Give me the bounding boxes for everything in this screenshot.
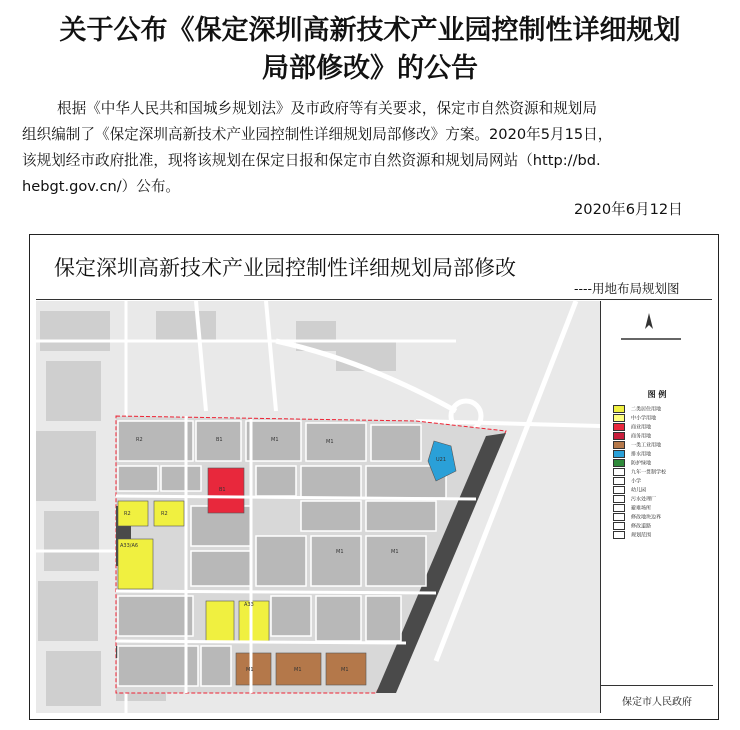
- label-a33: A33: [244, 602, 254, 608]
- notice-date: 2020年6月12日: [574, 201, 683, 218]
- signature-divider: [601, 685, 713, 686]
- label-m1-a: M1: [271, 437, 279, 443]
- title-divider: [36, 299, 712, 300]
- label-r2-b: R2: [124, 511, 131, 517]
- legend-swatch: [613, 468, 625, 476]
- label-b1-b: B1: [219, 487, 226, 493]
- label-m1-e: M1: [246, 667, 254, 673]
- legend-label: 商业用地: [631, 424, 652, 431]
- body-line-2: 组织编制了《保定深圳高新技术产业园控制性详细规划局部修改》方案。2020年5月15日，: [22, 126, 613, 143]
- north-arrow-scale: [601, 301, 713, 381]
- legend-item: [613, 414, 656, 422]
- map-subtitle: ----用地布局规划图: [574, 281, 680, 296]
- legend-label: 小学: [631, 478, 642, 485]
- body-line-1: 根据《中华人民共和国城乡规划法》及市政府等有关要求，保定市自然资源和规划局: [57, 100, 597, 117]
- notice-title: [0, 12, 740, 88]
- legend-item: [613, 423, 651, 431]
- map-svg: [36, 301, 600, 713]
- legend-swatch: [613, 486, 625, 494]
- map-title: 保定深圳高新技术产业园控制性详细规划局部修改: [54, 256, 516, 280]
- body-line-3: 该规划经市政府批准，现将该规划在保定日报和保定市自然资源和规划局网站（http://bd.: [22, 152, 601, 169]
- legend-label: 修改道路: [631, 523, 652, 530]
- legend-swatch: [613, 423, 625, 431]
- legend-item: [613, 441, 661, 449]
- legend-swatch: [613, 432, 625, 440]
- block-commercial: [208, 468, 244, 513]
- legend-swatch: [613, 531, 625, 539]
- legend-item: [613, 531, 651, 539]
- signature: 保定市人民政府: [622, 697, 692, 708]
- legend-swatch: [613, 513, 625, 521]
- legend-item: [613, 477, 641, 485]
- legend-label: 商务用地: [631, 433, 652, 440]
- legend-label: 二类居住用地: [631, 406, 662, 413]
- legend-item: [613, 459, 651, 467]
- label-u21: U21: [436, 457, 447, 463]
- north-arrow-icon: [645, 313, 653, 329]
- legend-label: 避难场所: [631, 505, 652, 512]
- legend-label: 防护绿地: [631, 460, 652, 467]
- legend-item: [613, 495, 656, 503]
- legend-label: 排水用地: [631, 451, 652, 458]
- legend-item: [613, 432, 651, 440]
- title-line-2: 局部修改》的公告: [262, 53, 478, 84]
- title-line-1: 关于公布《保定深圳高新技术产业园控制性详细规划: [59, 15, 681, 46]
- legend-item: [613, 513, 661, 521]
- legend-swatch: [613, 477, 625, 485]
- legend-label: 规划范围: [631, 532, 652, 539]
- legend-swatch: [613, 405, 625, 413]
- legend-title: 图 例: [647, 390, 667, 399]
- legend-swatch: [613, 441, 625, 449]
- legend-swatch: [613, 522, 625, 530]
- legend-label: 修改地块边界: [631, 514, 662, 521]
- label-school: A33/A6: [120, 543, 139, 549]
- label-m1-f: M1: [294, 667, 302, 673]
- legend-swatch: [613, 450, 625, 458]
- label-b1-a: B1: [216, 437, 223, 443]
- legend-swatch: [613, 504, 625, 512]
- legend-label: 污水处理厂: [631, 496, 657, 503]
- label-m1-d: M1: [391, 549, 399, 555]
- label-m1-c: M1: [336, 549, 344, 555]
- legend-panel: [600, 301, 713, 713]
- label-r2-c: R2: [161, 511, 168, 517]
- notice-body: [22, 96, 722, 200]
- legend-label: 九年一贯制学校: [631, 469, 667, 476]
- legend-item: [613, 486, 646, 494]
- label-m1-b: M1: [326, 439, 334, 445]
- legend-item: [613, 522, 651, 530]
- legend-item: [613, 468, 666, 476]
- label-r2-a: R2: [136, 437, 143, 443]
- legend-label: 中小学用地: [631, 415, 657, 422]
- legend-swatch: [613, 414, 625, 422]
- legend-item: [613, 450, 651, 458]
- land-use-map: [29, 234, 719, 720]
- legend-label: 幼儿园: [631, 487, 647, 494]
- legend-label: 一类工业用地: [631, 442, 662, 449]
- legend-swatch: [613, 495, 625, 503]
- map-drawing: [36, 301, 600, 713]
- label-m1-g: M1: [341, 667, 349, 673]
- body-line-4: hebgt.gov.cn/）公布。: [22, 178, 181, 195]
- legend-item: [613, 504, 651, 512]
- legend-item: [613, 405, 661, 413]
- legend-swatch: [613, 459, 625, 467]
